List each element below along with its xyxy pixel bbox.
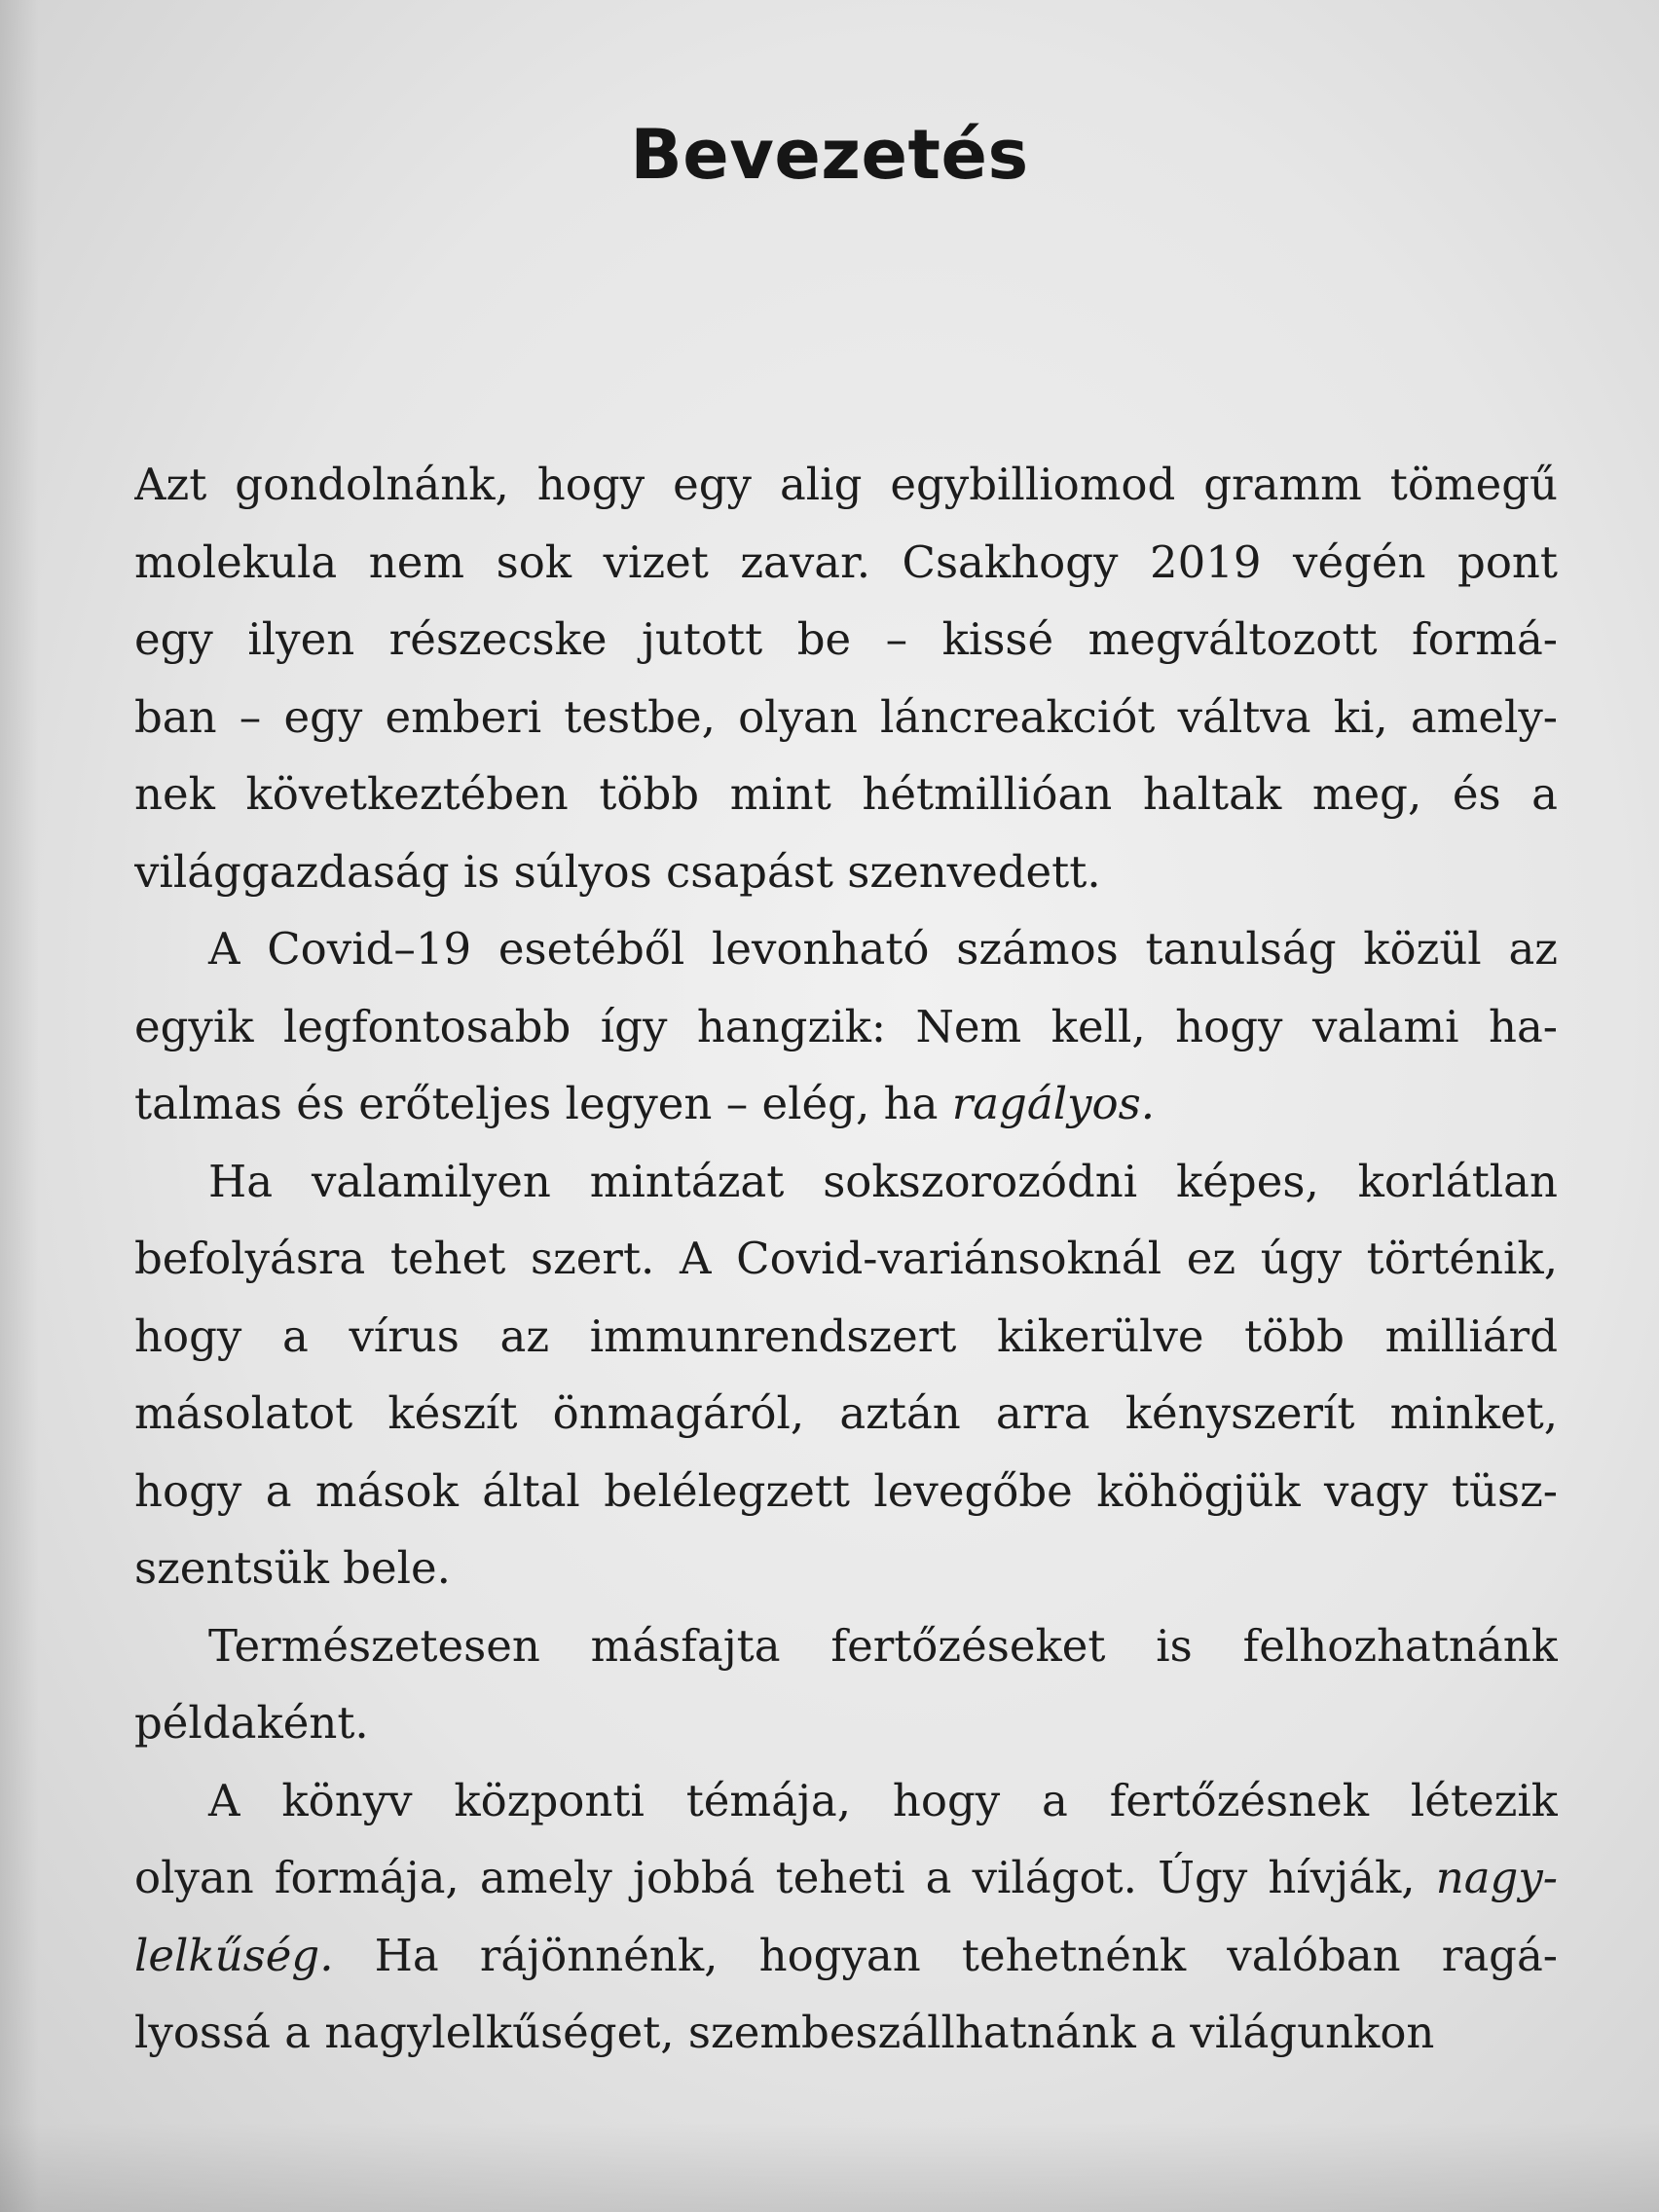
text-line: egyik legfontosabb így hangzik: Nem kell, hogy valami ha- — [134, 1000, 1558, 1052]
text-line: Azt gondolnánk, hogy egy alig egybilliomod gramm tömegű — [134, 459, 1558, 510]
paragraph — [134, 1607, 1558, 1762]
text-run: talmas és erőteljes legyen – elég, ha — [134, 1078, 952, 1129]
emphasis-text: lelkűség. — [134, 1929, 334, 1981]
emphasis-text: ragályos. — [951, 1078, 1155, 1129]
text-run: olyan formája, amely jobbá teheti a világot. Úgy hívják, — [134, 1852, 1436, 1903]
text-line: hogy a vírus az immunrendszert kikerülve több milliárd — [134, 1309, 1558, 1362]
emphasis-text: nagy- — [1435, 1852, 1558, 1903]
text-line: világgazdaság is súlyos csapást szenvedett. — [134, 845, 1101, 898]
chapter-title: Bevezetés — [630, 115, 1029, 195]
text-line: A Covid–19 esetéből levonható számos tanulság közül az — [208, 923, 1558, 975]
paragraph — [134, 910, 1558, 1143]
text-line: nek következtében több mint hétmillióan haltak meg, és a — [134, 768, 1558, 820]
text-line: molekula nem sok vizet zavar. Csakhogy 2019 végén pont — [134, 535, 1558, 588]
page-shadow — [0, 2122, 1659, 2212]
paragraph — [134, 1762, 1558, 2072]
text-line: lyossá a nagylelkűséget, szembeszállhatnánk a világunkon — [134, 2007, 1435, 2058]
text-line: Természetesen másfajta fertőzéseket is felhozhatnánk — [208, 1619, 1558, 1672]
paragraph — [134, 1143, 1558, 1607]
text-line: befolyásra tehet szert. A Covid-variánsoknál ez úgy történik, — [134, 1233, 1558, 1284]
text-line — [134, 1917, 1558, 1995]
text-line: egy ilyen részecske jutott be – kissé megváltozott formá- — [134, 613, 1558, 665]
text-line — [134, 1839, 1558, 1917]
text-line: ban – egy emberi testbe, olyan láncreakciót váltva ki, amely- — [134, 690, 1558, 743]
text-line: példaként. — [134, 1697, 369, 1749]
text-line: Ha valamilyen mintázat sokszorozódni képes, korlátlan — [208, 1155, 1558, 1207]
text-line — [134, 1065, 1558, 1143]
page-shadow — [0, 0, 39, 2212]
text-line: szentsük bele. — [134, 1542, 451, 1594]
paragraph — [134, 446, 1558, 910]
text-line: hogy a mások által belélegzett levegőbe köhögjük vagy tüsz- — [134, 1464, 1558, 1517]
body-text — [134, 446, 1558, 2072]
text-run: Ha rájönnénk, hogyan tehetnénk valóban ragá- — [333, 1929, 1558, 1981]
text-line: A könyv központi témája, hogy a fertőzésnek létezik — [208, 1774, 1558, 1826]
text-line: másolatot készít önmagáról, aztán arra kényszerít minket, — [134, 1387, 1558, 1439]
